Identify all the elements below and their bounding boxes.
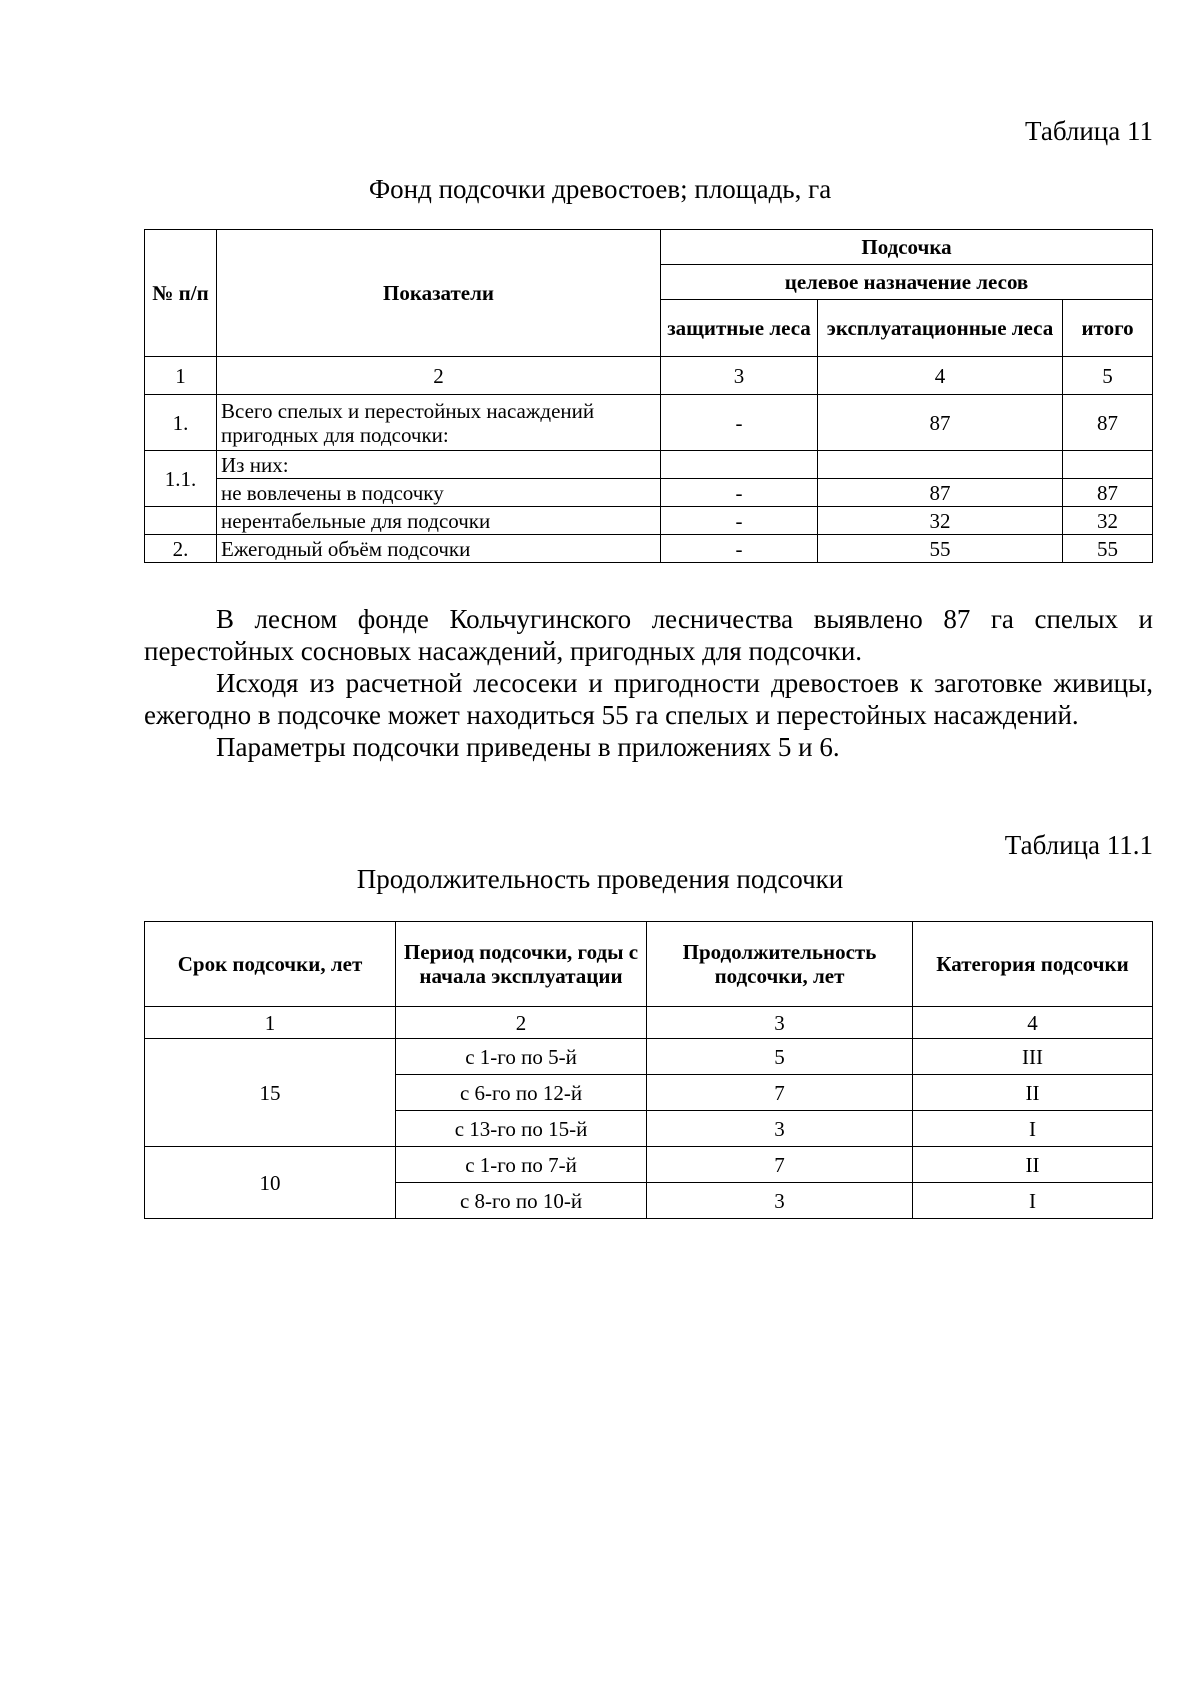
colnum: 3 <box>661 357 818 395</box>
row-total: 32 <box>1063 507 1153 535</box>
header-subgroup: целевое назначение лесов <box>661 265 1153 300</box>
row-exploitation: 87 <box>818 479 1063 507</box>
paragraph: В лесном фонде Кольчугинского лесничества выявлено 87 га спелых и перестойных сосновых насаждений, пригодных для подсочки. <box>144 604 1153 666</box>
row-protective: - <box>661 395 818 451</box>
row-name: Из них: <box>217 451 661 479</box>
colnum: 3 <box>647 1007 913 1039</box>
header-exploitation: эксплуатационные леса <box>818 300 1063 357</box>
row-exploitation <box>818 451 1063 479</box>
row-category: II <box>913 1147 1153 1183</box>
row-category: I <box>913 1183 1153 1219</box>
row-exploitation: 55 <box>818 535 1063 563</box>
row-duration: 7 <box>647 1075 913 1111</box>
header-period: Период подсочки, годы с начала эксплуатации <box>396 922 647 1007</box>
header-duration: Продолжительность подсочки, лет <box>647 922 913 1007</box>
table-11-1-title: Продолжительность проведения подсочки <box>356 864 844 894</box>
row-period: с 8-го по 10-й <box>396 1183 647 1219</box>
colnum: 4 <box>818 357 1063 395</box>
row-term: 10 <box>145 1147 396 1219</box>
table-row <box>145 1039 1153 1075</box>
colnum: 1 <box>145 357 217 395</box>
table-row <box>145 507 1153 535</box>
colnum: 2 <box>217 357 661 395</box>
body-text <box>144 603 1153 763</box>
row-term: 15 <box>145 1039 396 1147</box>
row-exploitation: 87 <box>818 395 1063 451</box>
header-num: № п/п <box>145 230 217 357</box>
row-duration: 7 <box>647 1147 913 1183</box>
row-name: не вовлечены в подсочку <box>217 479 661 507</box>
row-num: 2. <box>145 535 217 563</box>
row-num <box>145 507 217 535</box>
row-duration: 3 <box>647 1111 913 1147</box>
row-period: с 6-го по 12-й <box>396 1075 647 1111</box>
row-period: с 13-го по 15-й <box>396 1111 647 1147</box>
table-11-1 <box>144 921 1153 1219</box>
row-duration: 5 <box>647 1039 913 1075</box>
row-period: с 1-го по 7-й <box>396 1147 647 1183</box>
row-category: II <box>913 1075 1153 1111</box>
row-duration: 3 <box>647 1183 913 1219</box>
table-11 <box>144 229 1153 563</box>
row-total: 55 <box>1063 535 1153 563</box>
row-protective: - <box>661 479 818 507</box>
row-protective: - <box>661 507 818 535</box>
row-num: 1. <box>145 395 217 451</box>
paragraph: Параметры подсочки приведены в приложениях 5 и 6. <box>216 732 840 762</box>
row-total <box>1063 451 1153 479</box>
row-period: с 1-го по 5-й <box>396 1039 647 1075</box>
colnum: 4 <box>913 1007 1153 1039</box>
paragraph: Исходя из расчетной лесосеки и пригодности древостоев к заготовке живицы, ежегодно в подсочке может находиться 55 га спелых и перестойных насаждений. <box>144 668 1153 730</box>
row-protective: - <box>661 535 818 563</box>
header-protective: защитные леса <box>661 300 818 357</box>
row-exploitation: 32 <box>818 507 1063 535</box>
table-11-title: Фонд подсочки древостоев; площадь, га <box>368 174 832 204</box>
table-row <box>145 451 1153 479</box>
header-category: Категория подсочки <box>913 922 1153 1007</box>
header-indicators: Показатели <box>217 230 661 357</box>
header-term: Срок подсочки, лет <box>145 922 396 1007</box>
table-11-1-label: Таблица 11.1 <box>1004 830 1153 860</box>
header-total: итого <box>1063 300 1153 357</box>
row-name: нерентабельные для подсочки <box>217 507 661 535</box>
row-total: 87 <box>1063 479 1153 507</box>
table-11-label: Таблица 11 <box>1025 116 1153 146</box>
row-name: Всего спелых и перестойных насаждений пригодных для подсочки: <box>217 395 661 451</box>
row-num: 1.1. <box>145 451 217 507</box>
header-group: Подсочка <box>661 230 1153 265</box>
row-name: Ежегодный объём подсочки <box>217 535 661 563</box>
colnum: 2 <box>396 1007 647 1039</box>
colnum: 5 <box>1063 357 1153 395</box>
row-category: I <box>913 1111 1153 1147</box>
table-row <box>145 535 1153 563</box>
row-total: 87 <box>1063 395 1153 451</box>
row-protective <box>661 451 818 479</box>
colnum: 1 <box>145 1007 396 1039</box>
table-row <box>145 395 1153 451</box>
row-category: III <box>913 1039 1153 1075</box>
table-row <box>145 1147 1153 1183</box>
table-row <box>145 479 1153 507</box>
